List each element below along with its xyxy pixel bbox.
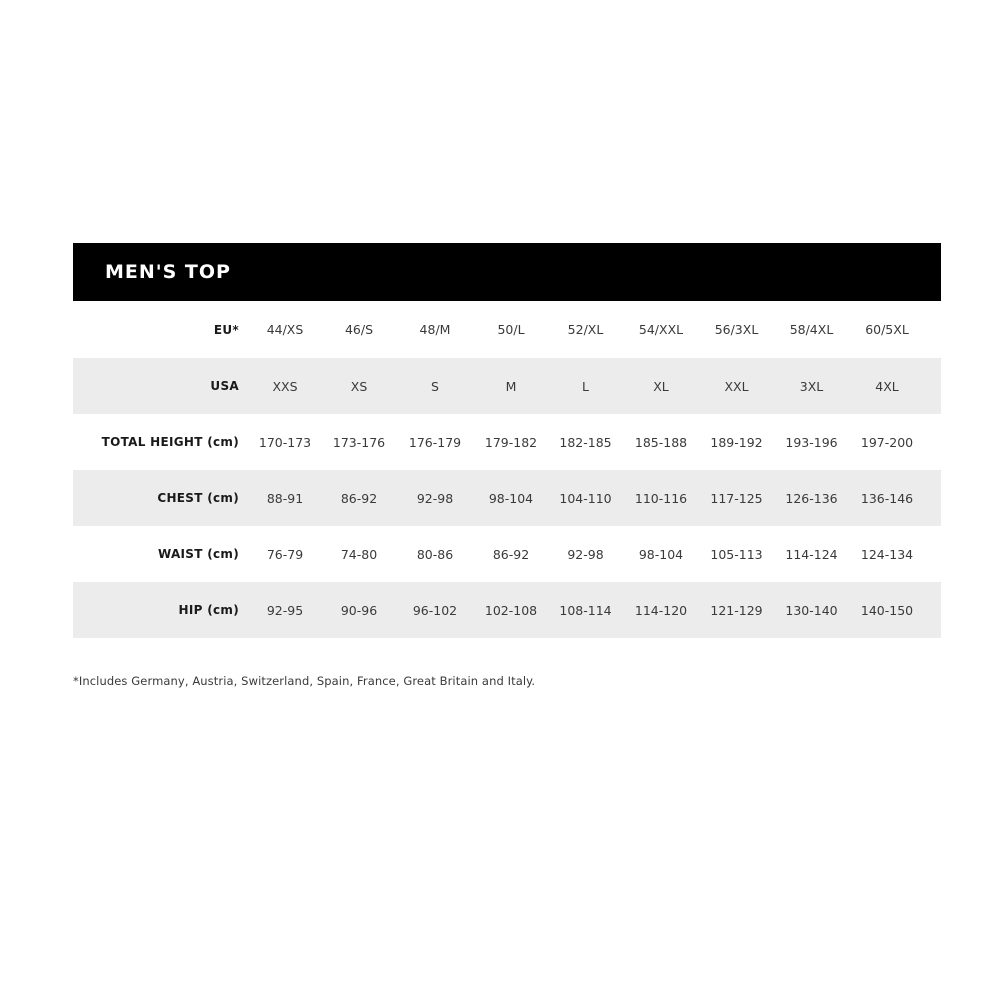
size-cell: M	[505, 378, 517, 394]
row-values	[239, 603, 941, 618]
row-label: WAIST (cm)	[157, 547, 239, 561]
size-cell: 189-192	[710, 434, 763, 450]
size-cell: 185-188	[634, 434, 688, 450]
size-cell: 44/XS	[266, 322, 304, 337]
size-cell: XXS	[272, 378, 298, 394]
size-cell: 193-196	[785, 434, 838, 450]
size-row	[73, 301, 941, 358]
size-cell: 96-102	[412, 602, 458, 618]
size-cell: 114-120	[634, 602, 688, 618]
size-cell: 126-136	[785, 490, 838, 506]
size-cell: 48/M	[419, 322, 451, 337]
row-label: USA	[210, 379, 239, 393]
size-cell: 170-173	[258, 434, 312, 450]
size-cell: 92-98	[567, 546, 604, 562]
size-cell: XXL	[724, 378, 749, 394]
size-rows	[73, 301, 941, 638]
row-label: EU*	[213, 322, 239, 337]
size-cell: 56/3XL	[714, 322, 759, 337]
size-cell: 60/5XL	[865, 322, 909, 337]
size-cell: 104-110	[559, 490, 612, 506]
size-cell: 98-104	[488, 490, 534, 506]
size-cell: L	[582, 378, 589, 394]
size-cell: 54/XXL	[638, 322, 684, 337]
size-row	[73, 526, 941, 582]
size-cell: 92-98	[416, 490, 454, 506]
size-cell: 173-176	[332, 434, 386, 450]
size-cell: 86-92	[340, 490, 378, 506]
size-cell: 176-179	[408, 434, 462, 450]
row-values	[239, 491, 941, 506]
size-cell: 80-86	[416, 546, 454, 562]
size-row	[73, 358, 941, 414]
size-cell: 108-114	[559, 602, 612, 618]
size-cell: 92-95	[266, 602, 304, 618]
size-cell: 124-134	[860, 546, 914, 562]
size-row	[73, 470, 941, 526]
size-cell: 90-96	[340, 602, 378, 618]
size-cell: 74-80	[340, 546, 378, 562]
size-cell: 46/S	[344, 322, 374, 337]
size-row	[73, 414, 941, 470]
size-cell: XS	[350, 378, 368, 394]
chart-header-bar	[73, 243, 941, 301]
size-cell: 110-116	[634, 490, 688, 506]
size-cell: 4XL	[875, 378, 899, 394]
size-cell: XL	[653, 378, 669, 394]
row-values	[239, 435, 941, 450]
footnote: *Includes Germany, Austria, Switzerland, Spain, France, Great Britain and Italy.	[73, 674, 536, 688]
size-cell: 86-92	[492, 546, 530, 562]
row-label: CHEST (cm)	[157, 491, 239, 505]
size-cell: 58/4XL	[789, 322, 834, 337]
size-cell: 76-79	[266, 546, 304, 562]
row-label: HIP (cm)	[178, 603, 239, 617]
size-cell: 3XL	[799, 378, 824, 394]
row-values	[239, 547, 941, 562]
size-cell: 98-104	[638, 546, 684, 562]
size-cell: 136-146	[860, 490, 914, 506]
size-cell: 50/L	[497, 322, 525, 337]
chart-title: MEN'S TOP	[105, 261, 231, 283]
size-cell: 121-129	[710, 602, 763, 618]
size-cell: 88-91	[266, 490, 304, 506]
size-cell: 130-140	[785, 602, 838, 618]
row-values	[239, 322, 941, 337]
size-cell: 102-108	[484, 602, 538, 618]
size-cell: 140-150	[860, 602, 914, 618]
size-cell: 105-113	[710, 546, 763, 562]
row-values	[239, 379, 941, 394]
size-cell: 179-182	[484, 434, 538, 450]
row-label: TOTAL HEIGHT (cm)	[101, 435, 239, 449]
size-cell: 114-124	[785, 546, 838, 562]
size-chart-table	[73, 243, 941, 638]
size-cell: 182-185	[559, 434, 612, 450]
size-cell: 52/XL	[567, 322, 604, 337]
size-cell: 117-125	[710, 490, 763, 506]
size-cell: S	[431, 378, 439, 394]
size-cell: 197-200	[860, 434, 914, 450]
size-row	[73, 582, 941, 638]
